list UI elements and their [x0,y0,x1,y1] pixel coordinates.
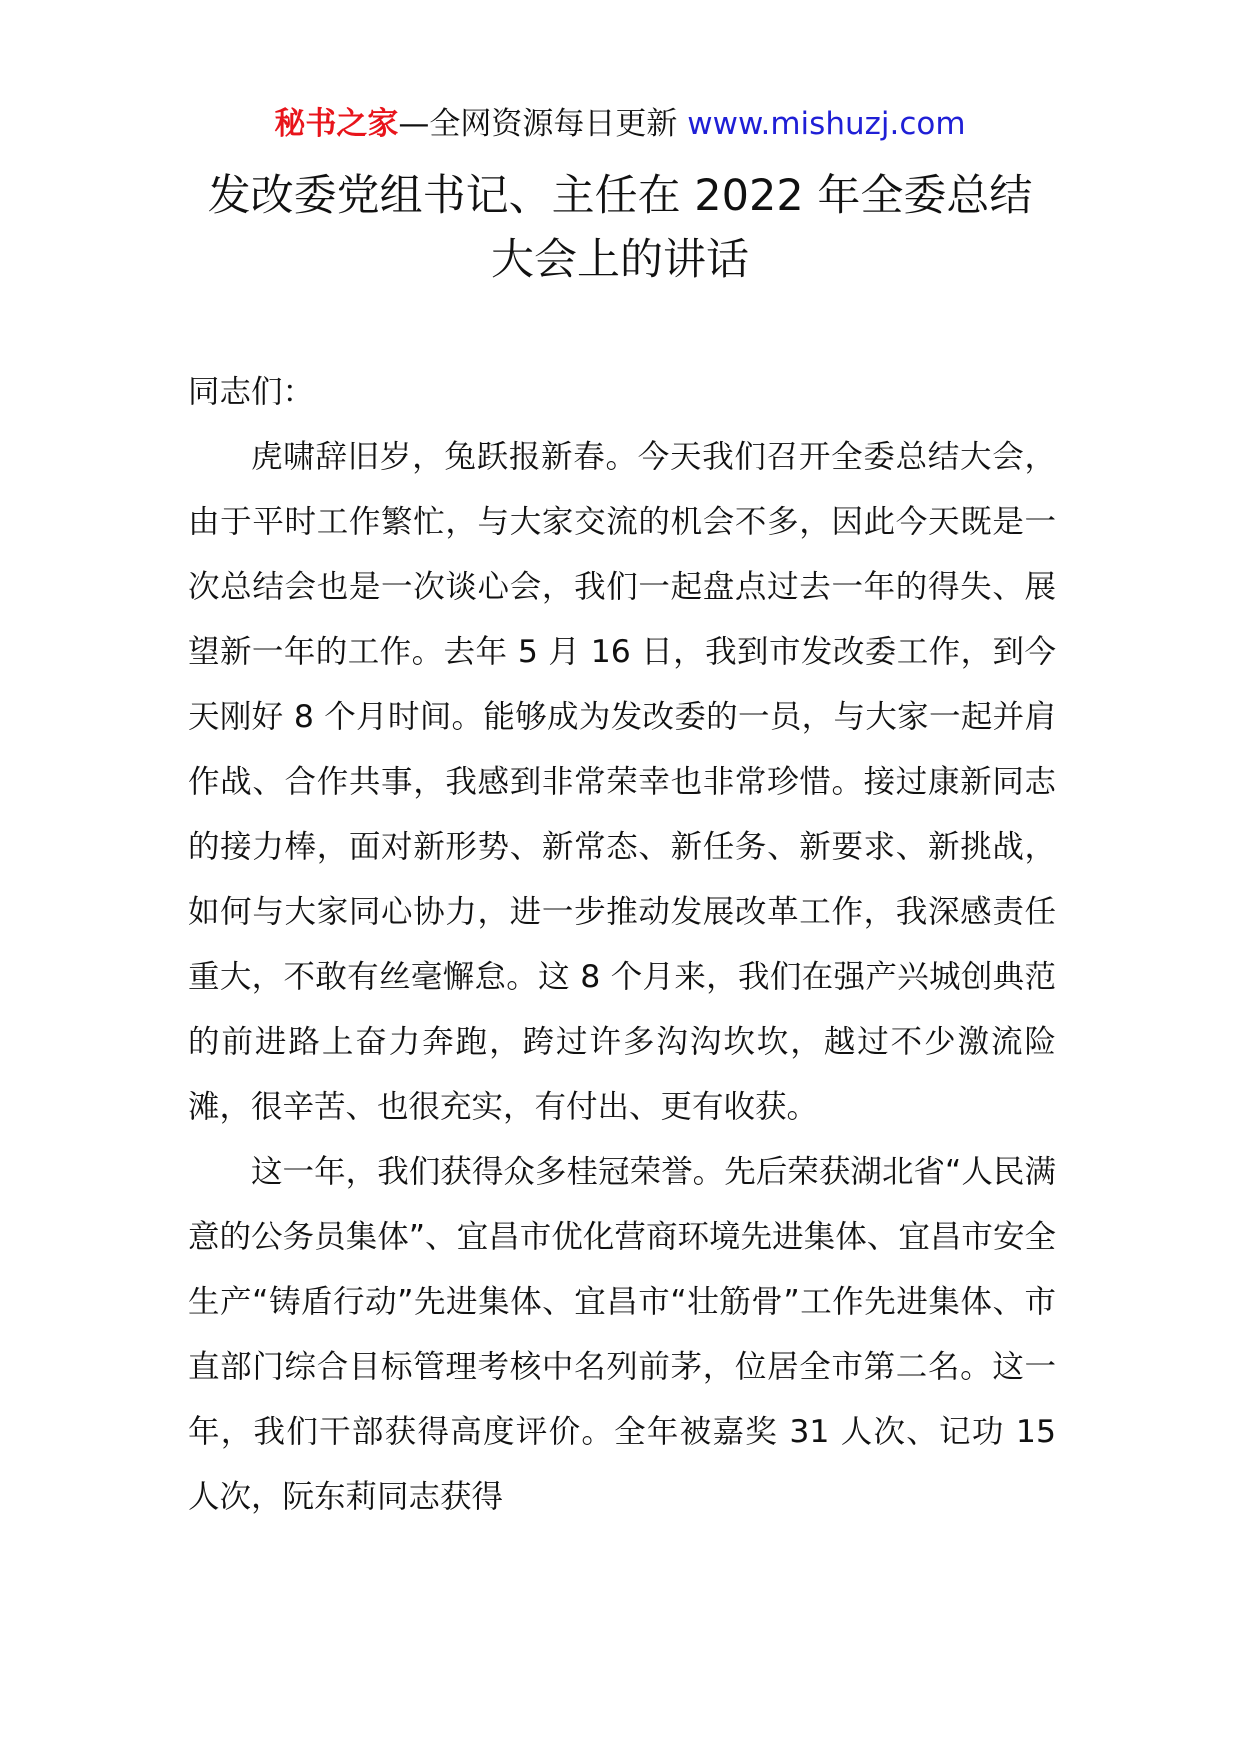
paragraph: 这一年，我们获得众多桂冠荣誉。先后荣获湖北省“人民满意的公务员集体”、宜昌市优化营商环境先进集体、宜昌市安全生产“铸盾行动”先进集体、宜昌市“壮筋骨”工作先进集体、市直部门综合目标管理考核中名列前茅，位居全市第二名。这一年，我们干部获得高度评价。全年被嘉奖 31 人次、记功 15 人次，阮东莉同志获得 [188,1154,1056,1515]
document-title [150,164,1090,292]
document-body [188,360,1056,1530]
title-line-1: 发改委党组书记、主任在 2022 年全委总结 [207,171,1033,221]
brand-name: 秘书之家 [274,106,399,142]
site-header [0,104,1240,144]
title-line-2: 大会上的讲话 [491,235,749,285]
paragraph: 虎啸辞旧岁，兔跃报新春。今天我们召开全委总结大会，由于平时工作繁忙，与大家交流的机会不多，因此今天既是一次总结会也是一次谈心会，我们一起盘点过去一年的得失、展望新一年的工作。去年 5 月 16 日，我到市发改委工作，到今天刚好 8 个月时间。能够成为发改委的一员，与大家一起并肩作战、合作共事，我感到非常荣幸也非常珍惜。接过康新同志的接力棒，面对新形势、新常态、新任务、新要求、新挑战，如何与大家同心协力，进一步推动发展改革工作，我深感责任重大，不敢有丝毫懈怠。这 8 个月来，我们在强产兴城创典范的前进路上奋力奔跑，跨过许多沟沟坎坎，越过不少激流险滩，很辛苦、也很充实，有付出、更有收获。 [188,439,1056,1125]
site-url-link[interactable]: www.mishuzj.com [687,106,966,142]
header-slogan: —全网资源每日更新 [398,106,678,142]
salutation: 同志们： [188,374,315,410]
